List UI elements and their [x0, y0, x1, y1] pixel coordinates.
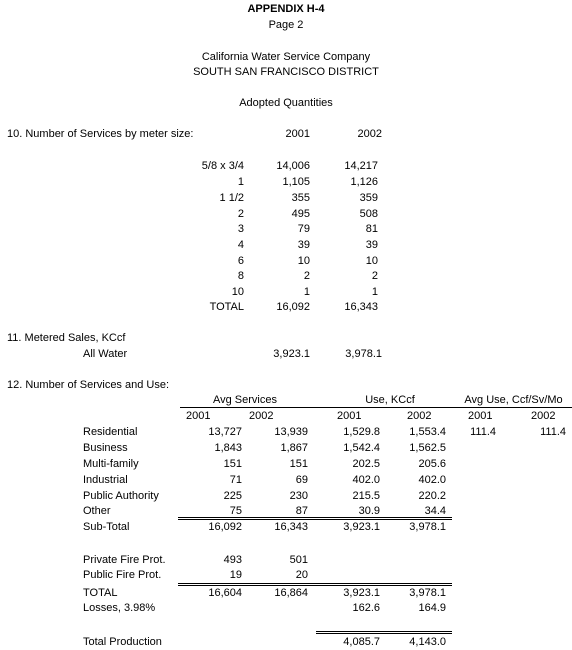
- meter-size-label: 1: [237, 176, 244, 188]
- page-number: Page 2: [268, 19, 304, 31]
- row-label: Sub-Total: [83, 521, 130, 533]
- table-cell: 71: [229, 474, 242, 486]
- row-label: Industrial: [83, 474, 128, 486]
- all-water-label: All Water: [83, 348, 128, 360]
- row-label: Private Fire Prot.: [83, 554, 166, 566]
- table-cell: 34.4: [424, 505, 446, 517]
- table-cell: 220.2: [418, 490, 446, 502]
- table-cell: 19: [229, 569, 242, 581]
- meter-size-2002: 359: [359, 192, 378, 204]
- meter-size-2001: 355: [291, 192, 310, 204]
- table-cell: 493: [223, 554, 242, 566]
- table-cell: 3,923.1: [343, 587, 380, 599]
- section-10-heading: 10. Number of Services by meter size:: [7, 128, 194, 140]
- meter-size-2002: 1,126: [350, 176, 378, 188]
- table-cell: 111.4: [540, 426, 566, 438]
- all-water-2001: 3,923.1: [273, 348, 310, 360]
- table-cell: 230: [289, 490, 308, 502]
- table-cell: 1,843: [214, 442, 242, 454]
- table-cell: 151: [289, 458, 308, 470]
- meter-size-label: 5/8 x 3/4: [201, 160, 244, 172]
- meter-size-2002: 2: [371, 270, 378, 282]
- meter-size-label: TOTAL: [209, 301, 244, 313]
- group-header-avg-use: Avg Use, Ccf/Sv/Mo: [464, 394, 563, 406]
- group-header-avg-services: Avg Services: [213, 394, 277, 406]
- row-label: Public Authority: [83, 490, 159, 502]
- table-cell: 1,562.5: [409, 442, 446, 454]
- year-header: 2002: [249, 410, 274, 422]
- table-cell: 3,923.1: [343, 521, 380, 533]
- table-cell: 1,542.4: [343, 442, 380, 454]
- table-cell: 402.0: [418, 474, 446, 486]
- table-cell: 205.6: [418, 458, 446, 470]
- row-label: Multi-family: [83, 458, 139, 470]
- production-rule: [316, 633, 452, 634]
- district-name: SOUTH SAN FRANCISCO DISTRICT: [193, 66, 379, 78]
- table-cell: 3,978.1: [409, 587, 446, 599]
- meter-size-label: 1 1/2: [219, 192, 244, 204]
- table-cell: 1,529.8: [343, 426, 380, 438]
- meter-size-label: 10: [231, 286, 244, 298]
- table-cell: 87: [295, 505, 308, 517]
- meter-size-2001: 1,105: [282, 176, 310, 188]
- row-label: Losses, 3.98%: [83, 602, 156, 614]
- table-cell: 111.4: [470, 426, 496, 438]
- document-title: APPENDIX H-4: [247, 3, 325, 15]
- meter-size-2002: 39: [365, 239, 378, 251]
- year-header: 2001: [337, 410, 362, 422]
- meter-size-label: 3: [237, 223, 244, 235]
- year-header: 2002: [531, 410, 556, 422]
- row-label: Residential: [83, 426, 138, 438]
- table-cell: 69: [295, 474, 308, 486]
- header-rule: [180, 407, 572, 408]
- subtotal-rule: [178, 519, 452, 520]
- meter-size-2002: 508: [359, 208, 378, 220]
- meter-size-2001: 1: [303, 286, 310, 298]
- meter-size-2001: 79: [297, 223, 310, 235]
- meter-size-2001: 495: [291, 208, 310, 220]
- table-cell: 402.0: [352, 474, 380, 486]
- row-label: Other: [83, 505, 111, 517]
- section-10-year-header: 2002: [357, 128, 382, 140]
- production-rule: [316, 631, 452, 632]
- table-cell: 1,553.4: [409, 426, 446, 438]
- table-cell: 4,085.7: [343, 636, 380, 648]
- year-header: 2002: [407, 410, 432, 422]
- meter-size-2002: 10: [365, 255, 378, 267]
- meter-size-label: 8: [237, 270, 244, 282]
- table-cell: 501: [289, 554, 308, 566]
- total-rule: [178, 585, 452, 586]
- table-cell: 16,604: [208, 587, 242, 599]
- table-cell: 4,143.0: [409, 636, 446, 648]
- table-cell: 215.5: [352, 490, 380, 502]
- all-water-2002: 3,978.1: [345, 348, 382, 360]
- meter-size-2001: 10: [297, 255, 310, 267]
- table-cell: 202.5: [352, 458, 380, 470]
- table-cell: 16,092: [208, 521, 242, 533]
- row-label: TOTAL: [83, 587, 118, 599]
- group-header-use-kccf: Use, KCcf: [365, 394, 415, 406]
- meter-size-label: 6: [237, 255, 244, 267]
- section-10-year-header: 2001: [285, 128, 310, 140]
- table-cell: 164.9: [418, 602, 446, 614]
- year-header: 2001: [468, 410, 493, 422]
- meter-size-2001: 16,092: [276, 301, 310, 313]
- table-cell: 20: [295, 569, 308, 581]
- section-12-heading: 12. Number of Services and Use:: [7, 379, 170, 391]
- document-subtitle: Adopted Quantities: [239, 97, 333, 109]
- meter-size-2002: 14,217: [344, 160, 378, 172]
- meter-size-label: 2: [237, 208, 244, 220]
- table-cell: 13,727: [208, 426, 242, 438]
- meter-size-label: 4: [237, 239, 244, 251]
- subtotal-rule: [178, 517, 452, 518]
- meter-size-2001: 14,006: [276, 160, 310, 172]
- table-cell: 3,978.1: [409, 521, 446, 533]
- meter-size-2001: 2: [303, 270, 310, 282]
- company-name: California Water Service Company: [201, 51, 371, 63]
- table-cell: 1,867: [280, 442, 308, 454]
- meter-size-2002: 1: [371, 286, 378, 298]
- table-cell: 30.9: [358, 505, 380, 517]
- table-cell: 75: [229, 505, 242, 517]
- section-11-heading: 11. Metered Sales, KCcf: [7, 332, 126, 344]
- table-cell: 162.6: [352, 602, 380, 614]
- meter-size-2001: 39: [297, 239, 310, 251]
- row-label: Total Production: [83, 636, 162, 648]
- table-cell: 151: [223, 458, 242, 470]
- table-cell: 16,343: [274, 521, 308, 533]
- table-cell: 16,864: [274, 587, 308, 599]
- year-header: 2001: [186, 410, 211, 422]
- total-rule: [178, 583, 452, 584]
- meter-size-2002: 16,343: [344, 301, 378, 313]
- row-label: Business: [83, 442, 128, 454]
- table-cell: 225: [223, 490, 242, 502]
- row-label: Public Fire Prot.: [83, 569, 162, 581]
- meter-size-2002: 81: [365, 223, 378, 235]
- table-cell: 13,939: [274, 426, 308, 438]
